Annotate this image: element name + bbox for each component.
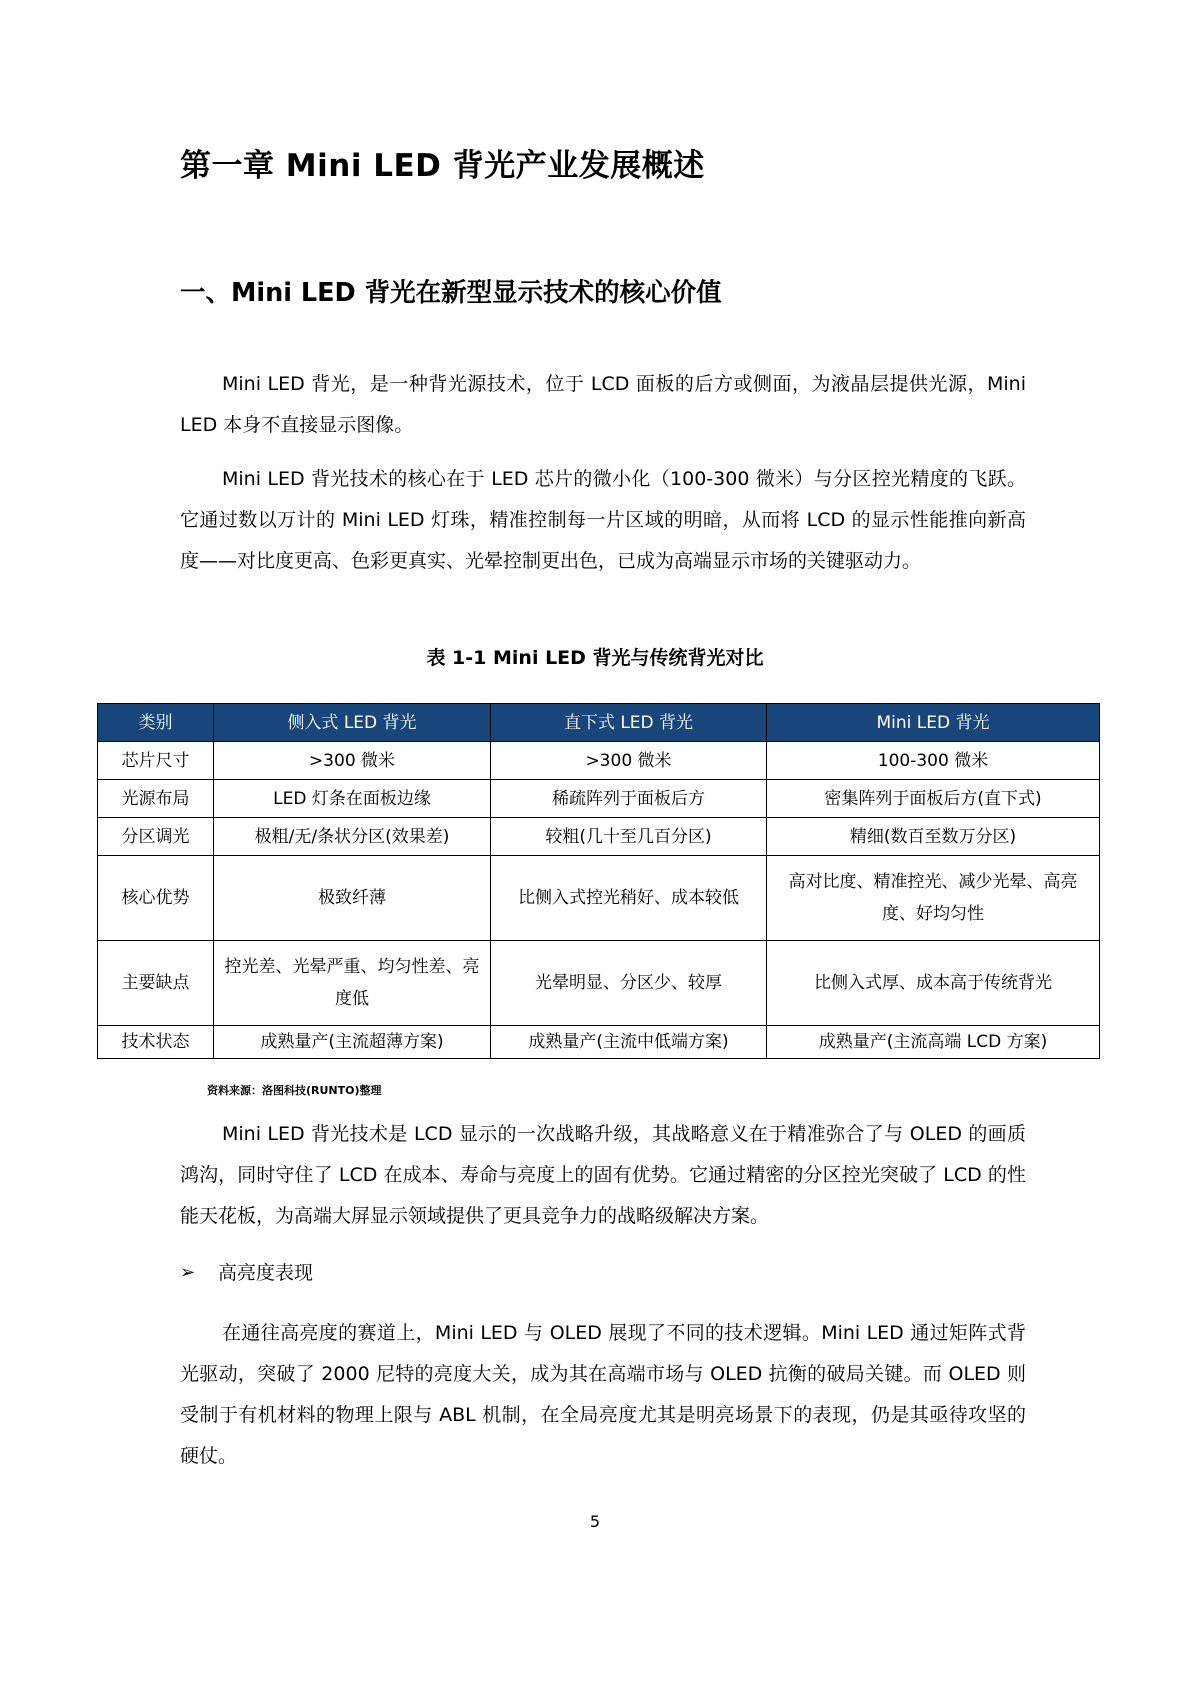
table-cell: 精细(数百至数万分区) — [767, 818, 1100, 856]
table-cell: 较粗(几十至几百分区) — [491, 818, 767, 856]
row-label: 技术状态 — [98, 1026, 214, 1059]
table-cell: 稀疏阵列于面板后方 — [491, 780, 767, 818]
table-cell: 成熟量产(主流中低端方案) — [491, 1026, 767, 1059]
paragraph-intro: Mini LED 背光，是一种背光源技术，位于 LCD 面板的后方或侧面，为液晶层提供光源，Mini LED 本身不直接显示图像。 — [180, 373, 1026, 436]
table-cell: 光晕明显、分区少、较厚 — [491, 941, 767, 1026]
row-label: 核心优势 — [98, 856, 214, 941]
table-cell: LED 灯条在面板边缘 — [214, 780, 491, 818]
paragraph-brightness: 在通往高亮度的赛道上，Mini LED 与 OLED 展现了不同的技术逻辑。Mini LED 通过矩阵式背光驱动，突破了 2000 尼特的亮度大关，成为其在高端市场与 OLED 抗衡的破局关键。而 OLED 则受制于有机材料的物理上限与 ABL 机制，在全局亮度尤其是明亮场景下的表现，仍是其亟待攻坚的硬仗。 — [180, 1322, 1026, 1467]
header-cell-edge-lit: 侧入式 LED 背光 — [214, 704, 491, 742]
table-cell: 密集阵列于面板后方(直下式) — [767, 780, 1100, 818]
paragraph-core-technology: Mini LED 背光技术的核心在于 LED 芯片的微小化（100-300 微米）与分区控光精度的飞跃。它通过数以万计的 Mini LED 灯珠，精准控制每一片区域的明暗，从而将 LCD 的显示性能推向新高度——对比度更高、色彩更真实、光晕控制更出色，已成为高端显示市场的关键驱动力。 — [180, 468, 1026, 572]
page-number: 5 — [589, 1512, 601, 1531]
row-label: 光源布局 — [98, 780, 214, 818]
table-caption: 表 1-1 Mini LED 背光与传统背光对比 — [426, 647, 764, 669]
table-cell: >300 微米 — [214, 742, 491, 780]
table-cell: 成熟量产(主流超薄方案) — [214, 1026, 491, 1059]
paragraph-strategic-upgrade: Mini LED 背光技术是 LCD 显示的一次战略升级，其战略意义在于精准弥合了与 OLED 的画质鸿沟，同时守住了 LCD 在成本、寿命与亮度上的固有优势。它通过精密的分区控光突破了 LCD 的性能天花板，为高端大屏显示领域提供了更具竞争力的战略级解决方案。 — [180, 1123, 1026, 1227]
table-row — [98, 941, 1100, 1026]
comparison-table — [97, 703, 1100, 1059]
table-row — [98, 1026, 1100, 1059]
header-cell-mini-led: Mini LED 背光 — [767, 704, 1100, 742]
table-cell: 比侧入式控光稍好、成本较低 — [491, 856, 767, 941]
table-cell: 成熟量产(主流高端 LCD 方案) — [767, 1026, 1100, 1059]
table-cell: 极粗/无/条状分区(效果差) — [214, 818, 491, 856]
table-cell: 100-300 微米 — [767, 742, 1100, 780]
chapter-title: 第一章 Mini LED 背光产业发展概述 — [180, 148, 705, 184]
bullet-heading — [180, 1257, 313, 1289]
table-cell: 比侧入式厚、成本高于传统背光 — [767, 941, 1100, 1026]
header-cell-category: 类别 — [98, 704, 214, 742]
row-label: 芯片尺寸 — [98, 742, 214, 780]
table-row — [98, 856, 1100, 941]
table-source-note: 资料来源：洛图科技(RUNTO)整理 — [207, 1084, 382, 1097]
table-cell: >300 微米 — [491, 742, 767, 780]
table-row — [98, 818, 1100, 856]
table-header-row — [98, 704, 1100, 742]
table-cell: 高对比度、精准控光、减少光晕、高亮度、好均匀性 — [767, 856, 1100, 941]
section-title: 一、Mini LED 背光在新型显示技术的核心价值 — [180, 278, 722, 308]
table-row — [98, 742, 1100, 780]
table-row — [98, 780, 1100, 818]
table-cell: 极致纤薄 — [214, 856, 491, 941]
arrow-bullet-icon: ➢ — [180, 1262, 196, 1283]
header-cell-direct-lit: 直下式 LED 背光 — [491, 704, 767, 742]
table-cell: 控光差、光晕严重、均匀性差、亮度低 — [214, 941, 491, 1026]
row-label: 分区调光 — [98, 818, 214, 856]
row-label: 主要缺点 — [98, 941, 214, 1026]
bullet-heading-text: 高亮度表现 — [218, 1262, 314, 1284]
